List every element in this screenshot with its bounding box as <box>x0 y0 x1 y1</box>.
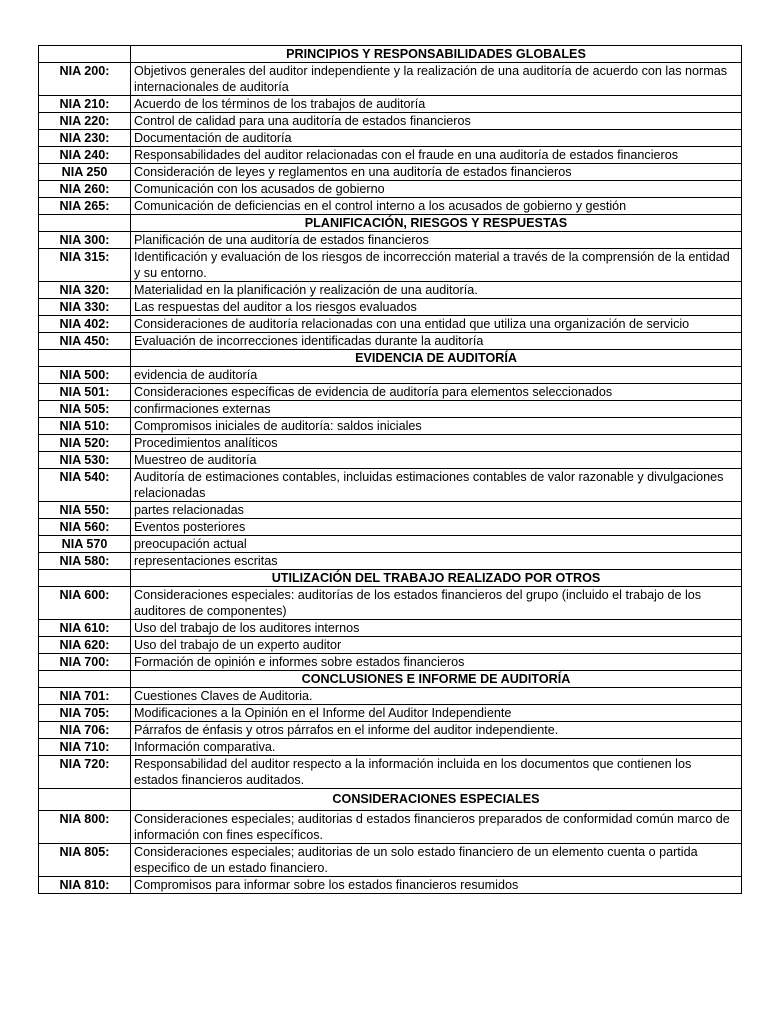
standard-code: NIA 501: <box>39 384 131 401</box>
section-header-row <box>39 671 742 688</box>
standard-description: Compromisos para informar sobre los estados financieros resumidos <box>131 877 742 894</box>
standard-description: Acuerdo de los términos de los trabajos de auditoría <box>131 96 742 113</box>
standard-description: partes relacionadas <box>131 502 742 519</box>
standard-code: NIA 402: <box>39 316 131 333</box>
standard-code: NIA 265: <box>39 198 131 215</box>
standard-code: NIA 230: <box>39 130 131 147</box>
standard-code: NIA 710: <box>39 739 131 756</box>
section-header-empty-cell <box>39 789 131 811</box>
standard-code: NIA 705: <box>39 705 131 722</box>
standard-code: NIA 570 <box>39 536 131 553</box>
standard-description: Párrafos de énfasis y otros párrafos en el informe del auditor independiente. <box>131 722 742 739</box>
section-title: UTILIZACIÓN DEL TRABAJO REALIZADO POR OTROS <box>131 570 742 587</box>
standard-row <box>39 435 742 452</box>
section-header-row <box>39 789 742 811</box>
standard-code: NIA 330: <box>39 299 131 316</box>
standard-description: Consideración de leyes y reglamentos en una auditoría de estados financieros <box>131 164 742 181</box>
standard-row <box>39 164 742 181</box>
standard-code: NIA 200: <box>39 63 131 96</box>
nia-table-body <box>39 46 742 894</box>
section-title: CONSIDERACIONES ESPECIALES <box>131 789 742 811</box>
standard-row <box>39 844 742 877</box>
standard-description: Eventos posteriores <box>131 519 742 536</box>
standard-row <box>39 316 742 333</box>
standard-code: NIA 500: <box>39 367 131 384</box>
standard-row <box>39 553 742 570</box>
standard-code: NIA 210: <box>39 96 131 113</box>
standard-code: NIA 600: <box>39 587 131 620</box>
section-header-row <box>39 46 742 63</box>
standard-description: Las respuestas del auditor a los riesgos evaluados <box>131 299 742 316</box>
standard-description: Compromisos iniciales de auditoría: saldos iniciales <box>131 418 742 435</box>
standard-code: NIA 800: <box>39 811 131 844</box>
standard-row <box>39 249 742 282</box>
standard-row <box>39 63 742 96</box>
standard-description: Consideraciones especiales; auditorias de un solo estado financiero de un elemento cuenta o partida especifico de un estado financiero. <box>131 844 742 877</box>
standard-row <box>39 502 742 519</box>
standard-description: Procedimientos analíticos <box>131 435 742 452</box>
standard-description: Comunicación de deficiencias en el control interno a los acusados de gobierno y gestión <box>131 198 742 215</box>
standard-description: Comunicación con los acusados de gobierno <box>131 181 742 198</box>
section-title: PRINCIPIOS Y RESPONSABILIDADES GLOBALES <box>131 46 742 63</box>
standard-code: NIA 580: <box>39 553 131 570</box>
standard-row <box>39 688 742 705</box>
standard-row <box>39 469 742 502</box>
section-header-empty-cell <box>39 671 131 688</box>
section-header-row <box>39 350 742 367</box>
standard-row <box>39 198 742 215</box>
standard-description: Responsabilidades del auditor relacionadas con el fraude en una auditoría de estados financieros <box>131 147 742 164</box>
standard-row <box>39 96 742 113</box>
section-header-row <box>39 570 742 587</box>
standard-description: Planificación de una auditoría de estados financieros <box>131 232 742 249</box>
standard-code: NIA 250 <box>39 164 131 181</box>
standard-code: NIA 520: <box>39 435 131 452</box>
standard-description: Objetivos generales del auditor independiente y la realización de una auditoría de acuerdo con las normas internacionales de auditoría <box>131 63 742 96</box>
standard-description: Consideraciones especiales; auditorias d estados financieros preparados de conformidad común marco de información con fines específicos. <box>131 811 742 844</box>
standard-code: NIA 315: <box>39 249 131 282</box>
standard-row <box>39 181 742 198</box>
standard-description: Control de calidad para una auditoría de estados financieros <box>131 113 742 130</box>
standard-description: evidencia de auditoría <box>131 367 742 384</box>
standard-code: NIA 805: <box>39 844 131 877</box>
standard-description: Modificaciones a la Opinión en el Informe del Auditor Independiente <box>131 705 742 722</box>
standard-code: NIA 540: <box>39 469 131 502</box>
standard-row <box>39 519 742 536</box>
standard-code: NIA 720: <box>39 756 131 789</box>
standard-row <box>39 705 742 722</box>
standard-row <box>39 384 742 401</box>
standard-row <box>39 113 742 130</box>
standard-row <box>39 299 742 316</box>
standard-row <box>39 811 742 844</box>
standard-description: Consideraciones de auditoría relacionadas con una entidad que utiliza una organización de servicio <box>131 316 742 333</box>
standard-row <box>39 739 742 756</box>
section-title: EVIDENCIA DE AUDITORÍA <box>131 350 742 367</box>
section-title: CONCLUSIONES E INFORME DE AUDITORÍA <box>131 671 742 688</box>
standard-description: preocupación actual <box>131 536 742 553</box>
standard-code: NIA 220: <box>39 113 131 130</box>
standard-row <box>39 877 742 894</box>
nia-standards-table <box>38 45 742 894</box>
standard-description: confirmaciones externas <box>131 401 742 418</box>
standard-description: Formación de opinión e informes sobre estados financieros <box>131 654 742 671</box>
standard-description: Consideraciones específicas de evidencia de auditoría para elementos seleccionados <box>131 384 742 401</box>
standard-row <box>39 130 742 147</box>
section-header-empty-cell <box>39 570 131 587</box>
standard-row <box>39 452 742 469</box>
standard-code: NIA 530: <box>39 452 131 469</box>
standard-code: NIA 510: <box>39 418 131 435</box>
standard-code: NIA 701: <box>39 688 131 705</box>
standard-row <box>39 587 742 620</box>
standard-code: NIA 300: <box>39 232 131 249</box>
standard-description: Responsabilidad del auditor respecto a la información incluida en los documentos que contienen los estados financieros auditados. <box>131 756 742 789</box>
standard-description: Consideraciones especiales: auditorías de los estados financieros del grupo (incluido el trabajo de los auditores de componentes) <box>131 587 742 620</box>
standard-code: NIA 240: <box>39 147 131 164</box>
standard-description: Identificación y evaluación de los riesgos de incorrección material a través de la comprensión de la entidad y su entorno. <box>131 249 742 282</box>
standard-code: NIA 560: <box>39 519 131 536</box>
standard-row <box>39 232 742 249</box>
standard-code: NIA 810: <box>39 877 131 894</box>
standard-description: Información comparativa. <box>131 739 742 756</box>
section-header-empty-cell <box>39 350 131 367</box>
standard-row <box>39 722 742 739</box>
standard-code: NIA 505: <box>39 401 131 418</box>
standard-row <box>39 333 742 350</box>
section-header-empty-cell <box>39 46 131 63</box>
standard-code: NIA 260: <box>39 181 131 198</box>
standard-row <box>39 620 742 637</box>
standard-code: NIA 550: <box>39 502 131 519</box>
standard-description: Documentación de auditoría <box>131 130 742 147</box>
standard-code: NIA 620: <box>39 637 131 654</box>
section-header-empty-cell <box>39 215 131 232</box>
standard-row <box>39 401 742 418</box>
standard-code: NIA 450: <box>39 333 131 350</box>
standard-code: NIA 706: <box>39 722 131 739</box>
section-title: PLANIFICACIÓN, RIESGOS Y RESPUESTAS <box>131 215 742 232</box>
standard-row <box>39 282 742 299</box>
standard-description: Auditoría de estimaciones contables, incluidas estimaciones contables de valor razonable y divulgaciones relacionadas <box>131 469 742 502</box>
standard-description: Cuestiones Claves de Auditoria. <box>131 688 742 705</box>
standard-row <box>39 147 742 164</box>
standard-row <box>39 756 742 789</box>
standard-code: NIA 700: <box>39 654 131 671</box>
standard-row <box>39 536 742 553</box>
standard-description: Uso del trabajo de los auditores internos <box>131 620 742 637</box>
section-header-row <box>39 215 742 232</box>
standard-row <box>39 637 742 654</box>
standard-description: Muestreo de auditoría <box>131 452 742 469</box>
standard-description: representaciones escritas <box>131 553 742 570</box>
standard-row <box>39 418 742 435</box>
standard-description: Materialidad en la planificación y realización de una auditoría. <box>131 282 742 299</box>
standard-code: NIA 610: <box>39 620 131 637</box>
standard-description: Evaluación de incorrecciones identificadas durante la auditoría <box>131 333 742 350</box>
standard-row <box>39 367 742 384</box>
standard-code: NIA 320: <box>39 282 131 299</box>
standard-description: Uso del trabajo de un experto auditor <box>131 637 742 654</box>
standard-row <box>39 654 742 671</box>
